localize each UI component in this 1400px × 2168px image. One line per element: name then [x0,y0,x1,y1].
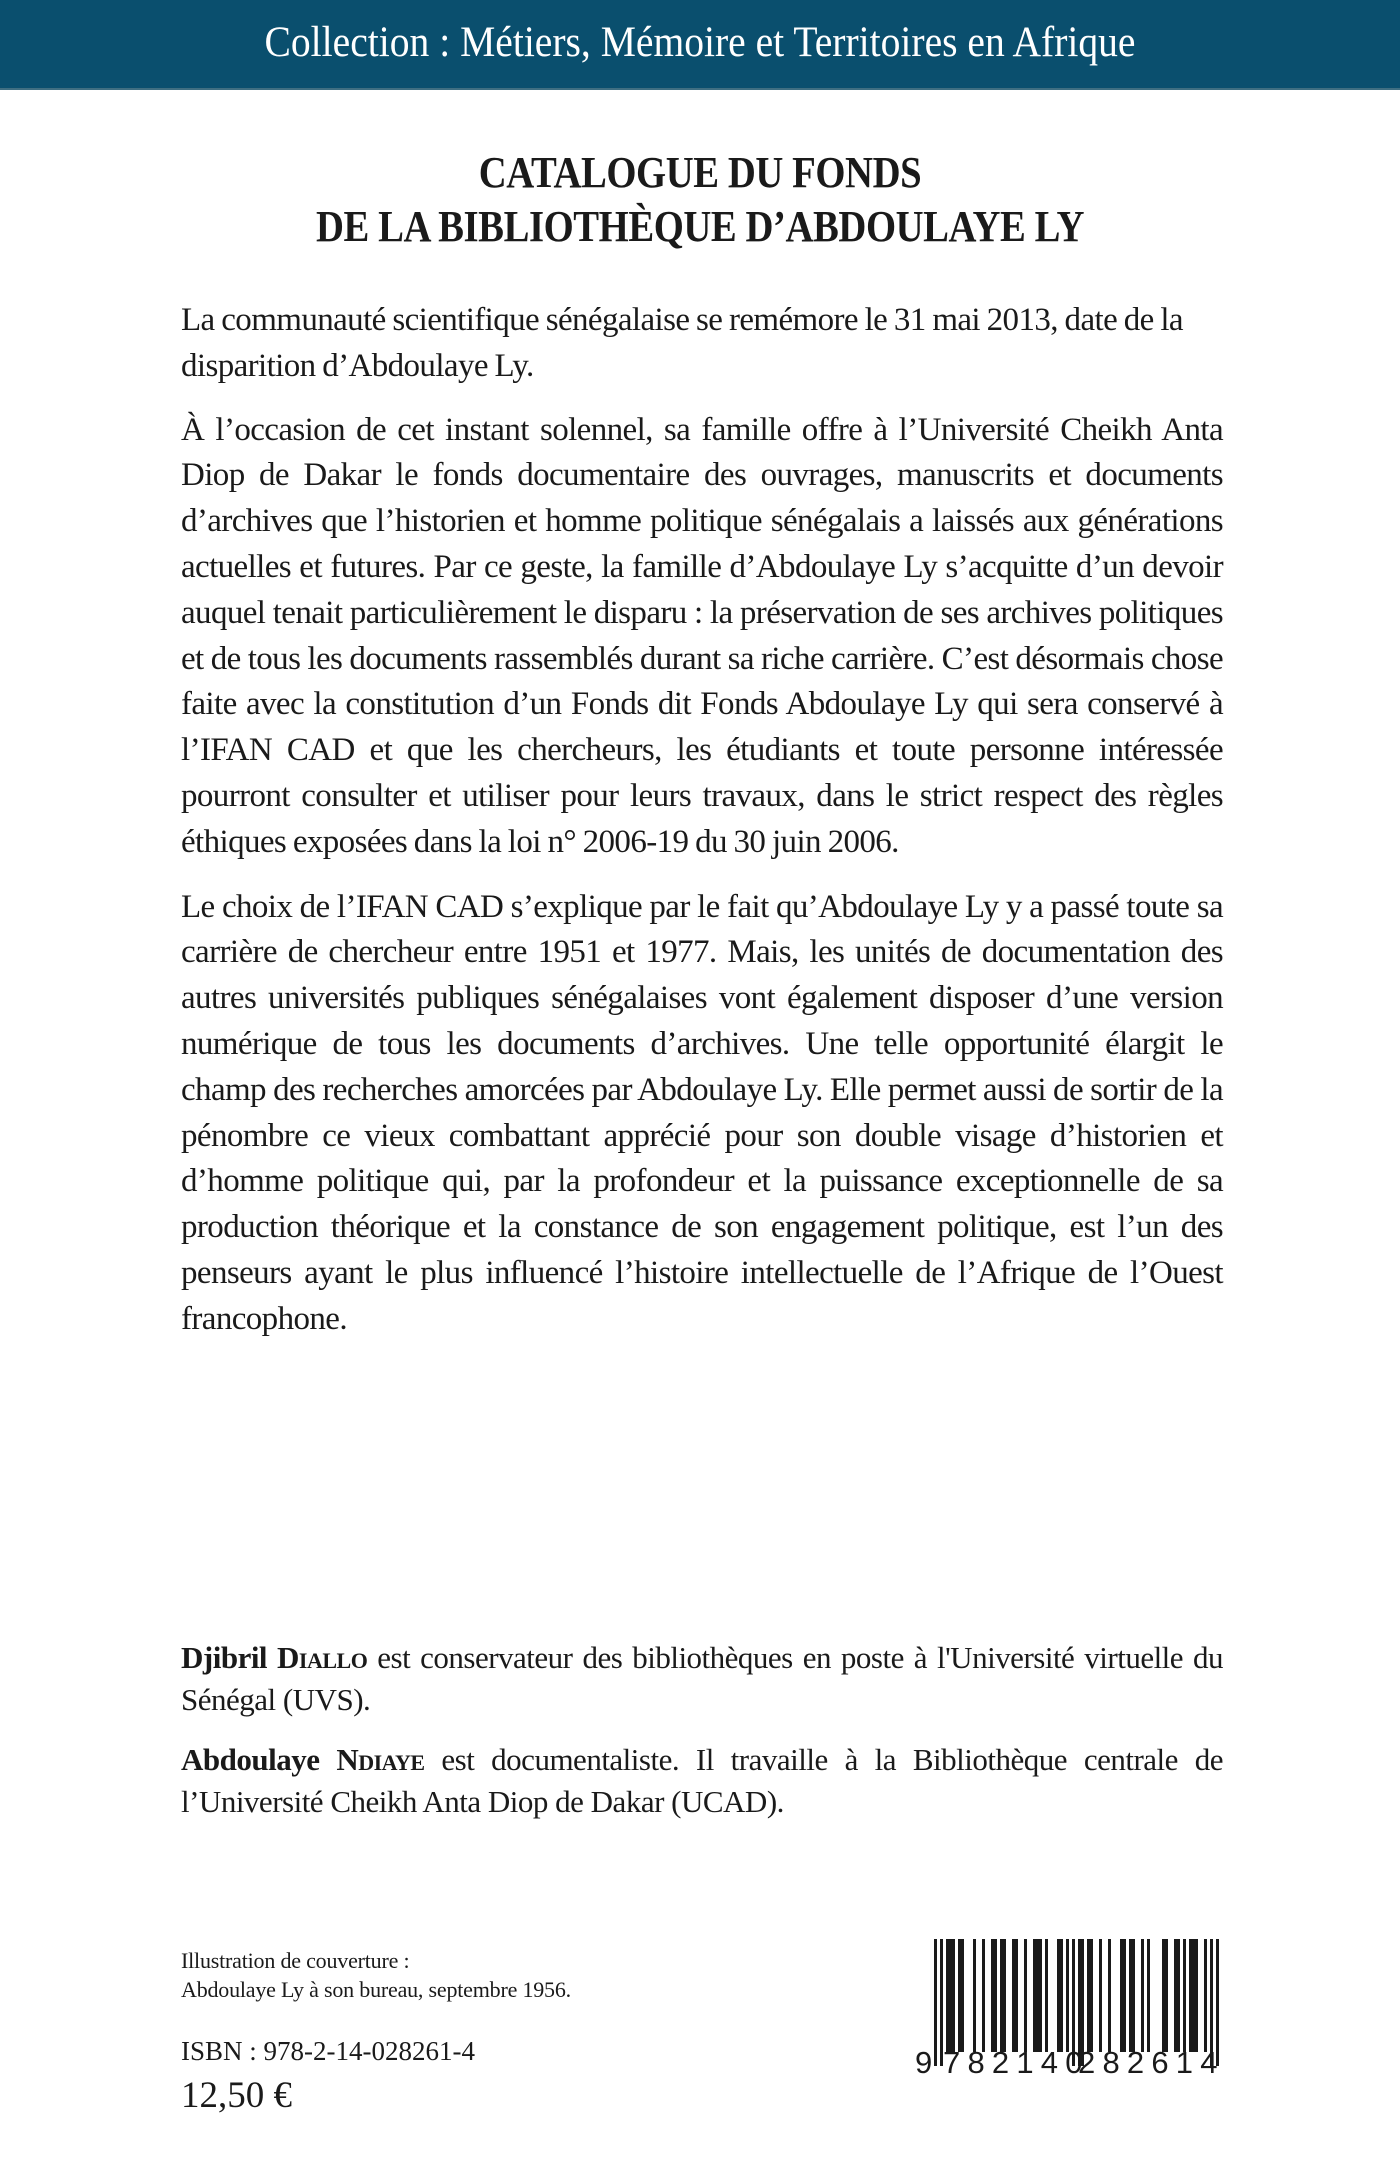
barcode-bar [994,1939,997,2052]
cover-illustration-credit [181,1946,571,2004]
barcode-bar [1204,1939,1207,2052]
book-title-line-1: CATALOGUE DU FONDS [478,148,922,197]
author-first-name: Djibril [181,1640,268,1675]
author-first-name: Abdoulaye [181,1742,320,1777]
collection-title: Collection : Métiers, Mémoire et Territoires en Afrique [264,19,1136,66]
barcode-bar [1003,1939,1006,2052]
barcode-bar [961,1939,964,2052]
barcode-first-digit: 9 [915,2045,940,2080]
author-last-name: Diallo [277,1640,368,1675]
illustration-label: Illustration de couverture : [181,1948,410,1973]
isbn: ISBN : 978-2-14-028261-4 [181,2036,475,2066]
barcode-bar [1090,1939,1093,2052]
book-title [0,146,1400,254]
price: 12,50 € [181,2075,292,2116]
barcode-bar [1132,1939,1135,2052]
barcode-bar [952,1939,955,2052]
author-bio-text: est documentaliste. Il travaille à la Bibliothèque centrale de l’Université Cheikh Anta Diop de Dakar (UCAD). [181,1742,1223,1819]
blurb-paragraph: À l’occasion de cet instant solennel, sa famille offre à l’Université Cheikh Anta Diop de Dakar le fonds documentaire des ouvrages, manuscrits et documents d’archives que l’historien et homme politique sénégalais a laissés aux générations actuelles et futures. Par ce geste, la famille d’Abdoulaye Ly s’acquitte d’un devoir auquel tenait particulièrement le disparu : la préservation de ses archives politiques et de tous les documents rassemblés durant sa riche carrière. C’est désormais chose faite avec la constitution d’un Fonds dit Fonds Abdoulaye Ly qui sera conservé à l’IFAN CAD et que les chercheurs, les étudiants et toute personne intéressée pourront consulter et utiliser pour leurs travaux, dans le strict respect des règles éthiques exposées dans la loi n° 2006-19 du 30 juin 2006. [181,411,1223,860]
barcode-bar [982,1939,985,2052]
book-title-line-2: DE LA BIBLIOTHÈQUE D’ABDOULAYE LY [316,202,1084,251]
barcode-bar [1141,1939,1144,2052]
barcode-bar [1195,1939,1198,2052]
barcode-bar [1165,1939,1168,2052]
blurb-paragraph: Le choix de l’IFAN CAD s’explique par le fait qu’Abdoulaye Ly y a passé toute sa carrière de chercheur entre 1951 et 1977. Mais, les unités de documentation des autres universités publiques sénégalaises vont également disposer d’une version numérique de tous les documents d’archives. Une telle opportunité élargit le champ des recherches amorcées par Abdoulaye Ly. Elle permet aussi de sortir de la pénombre ce vieux combattant apprécié pour son double visage d’historien et d’homme politique qui, par la profondeur et la puissance exceptionnelle de sa production théorique et la constance de son engagement politique, est l’un des penseurs ayant le plus influencé l’histoire intellectuelle de l’Afrique de l’Ouest francophone. [181,888,1223,1337]
barcode-bar [1060,1939,1063,2052]
barcode-bar [1108,1939,1111,2052]
barcode-bar [1183,1939,1186,2052]
barcode-right-digits: 282614 [1078,2045,1225,2080]
ean-barcode [915,1930,1235,2090]
barcode-bar [1066,1939,1069,2052]
author-bios [181,1637,1223,1841]
barcode-left-digits: 782140 [943,2045,1090,2080]
barcode-bar [1015,1939,1018,2052]
author-bio-text: est conservateur des bibliothèques en poste à l'Université virtuelle du Sénégal (UVS). [181,1640,1224,1717]
author-bio [181,1739,1223,1823]
barcode-bar [1177,1939,1180,2052]
illustration-caption: Abdoulaye Ly à son bureau, septembre 1956. [181,1977,571,2002]
barcode-bar [973,1939,976,2052]
barcode-bar [1123,1939,1126,2052]
collection-banner [0,0,1400,90]
author-last-name: Ndiaye [336,1742,425,1777]
blurb-paragraph: La communauté scientifique sénégalaise se remémore le 31 mai 2013, date de la disparition d’Abdoulaye Ly. [181,302,1183,384]
author-bio [181,1637,1223,1721]
barcode-bar [1045,1939,1048,2052]
barcode-bar [1039,1939,1042,2052]
blurb [181,298,1223,1361]
barcode-bar [1099,1939,1102,2052]
barcode-bar [1024,1939,1027,2052]
barcode-bar [1147,1939,1150,2052]
